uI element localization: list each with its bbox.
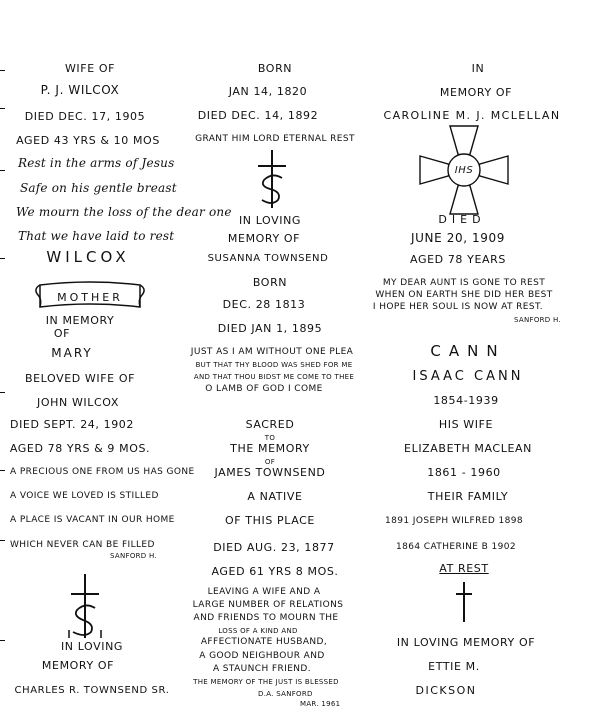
in-loving: IN LOVING bbox=[60, 640, 124, 653]
ihs-cross-icon bbox=[252, 148, 292, 210]
grant-rest: GRANT HIM LORD ETERNAL REST bbox=[195, 134, 355, 144]
died-date: DIED DEC. 17, 1905 bbox=[24, 110, 146, 123]
verse-line: Safe on his gentle breast bbox=[20, 181, 177, 195]
aged-3: AGED 61 YRS 8 MOS. bbox=[211, 565, 339, 578]
epitaph-line: AND FRIENDS TO MOURN THE bbox=[193, 613, 339, 623]
epitaph-line: LARGE NUMBER OF RELATIONS bbox=[192, 600, 344, 610]
poem-line: WHICH NEVER CAN BE FILLED bbox=[10, 540, 155, 550]
tick bbox=[0, 170, 5, 171]
in-loving-memory: IN LOVING MEMORY OF bbox=[396, 636, 536, 649]
dickson: DICKSON bbox=[415, 684, 477, 697]
elizabeth-maclean: ELIZABETH MACLEAN bbox=[404, 442, 532, 455]
died-date-2: DIED JAN 1, 1895 bbox=[217, 322, 323, 335]
signature: D.A. SANFORD bbox=[258, 690, 313, 698]
his-wife: HIS WIFE bbox=[438, 418, 494, 431]
cann: CANN bbox=[430, 342, 506, 360]
the-memory: THE MEMORY bbox=[230, 442, 310, 455]
cross-icon bbox=[454, 580, 474, 624]
wife-of: WIFE OF bbox=[64, 62, 116, 75]
tick bbox=[0, 540, 5, 541]
scroll-text: MOTHER bbox=[57, 291, 123, 304]
died-date: DIED DEC. 14, 1892 bbox=[197, 109, 319, 122]
a-native: A NATIVE bbox=[247, 490, 303, 503]
of-this-place: OF THIS PLACE bbox=[225, 514, 315, 527]
born: BORN bbox=[257, 62, 293, 75]
beloved-wife: BELOVED WIFE OF bbox=[24, 372, 136, 385]
memory-of: MEMORY OF bbox=[227, 232, 301, 245]
in-memory: IN MEMORY bbox=[45, 314, 115, 327]
to: TO bbox=[264, 434, 276, 442]
hymn-line: BUT THAT THY BLOOD WAS SHED FOR ME bbox=[195, 361, 353, 369]
verse-line: Rest in the arms of Jesus bbox=[18, 156, 175, 170]
verse-line: MY DEAR AUNT IS GONE TO REST bbox=[382, 278, 546, 288]
child-catherine: 1864 CATHERINE B 1902 bbox=[396, 542, 516, 552]
susanna-townsend: SUSANNA TOWNSEND bbox=[207, 253, 329, 264]
born-2: BORN bbox=[252, 276, 288, 289]
john-wilcox: JOHN WILCOX bbox=[37, 396, 119, 409]
of: OF bbox=[264, 458, 276, 466]
signature: SANFORD H. bbox=[110, 552, 157, 560]
husband-name: P. J. WILCOX bbox=[40, 83, 120, 97]
mary: MARY bbox=[51, 346, 93, 360]
isaac-cann: ISAAC CANN bbox=[412, 369, 524, 384]
epitaph-line: A STAUNCH FRIEND. bbox=[212, 664, 312, 674]
memory-of: MEMORY OF bbox=[439, 86, 513, 99]
born-date: JAN 14, 1820 bbox=[228, 85, 308, 98]
in: IN bbox=[471, 62, 485, 75]
sacred: SACRED bbox=[245, 418, 295, 431]
died-date-2: DIED SEPT. 24, 1902 bbox=[10, 418, 134, 431]
epitaph-line: AFFECTIONATE HUSBAND, bbox=[200, 637, 328, 647]
elizabeth-years: 1861 - 1960 bbox=[427, 466, 501, 479]
isaac-years: 1854-1939 bbox=[433, 394, 499, 407]
ihs-cross-icon bbox=[55, 572, 115, 642]
their-family: THEIR FAMILY bbox=[427, 490, 509, 503]
poem-line: A VOICE WE LOVED IS STILLED bbox=[10, 491, 159, 501]
james-townsend: JAMES TOWNSEND bbox=[214, 466, 326, 479]
hymn-line: AND THAT THOU BIDST ME COME TO THEE bbox=[193, 373, 355, 381]
hymn-line: JUST AS I AM WITHOUT ONE PLEA bbox=[190, 347, 354, 357]
surname: WILCOX bbox=[46, 248, 130, 266]
verse-line: WHEN ON EARTH SHE DID HER BEST bbox=[375, 290, 553, 300]
died-date: JUNE 20, 1909 bbox=[411, 231, 505, 245]
hymn-line: O LAMB OF GOD I COME bbox=[205, 384, 323, 394]
verse-line: I HOPE HER SOUL IS NOW AT REST. bbox=[372, 302, 544, 312]
charles-townsend: CHARLES R. TOWNSEND SR. bbox=[14, 685, 170, 696]
at-rest: AT REST bbox=[439, 562, 489, 575]
verse-line: We mourn the loss of the dear one bbox=[16, 205, 232, 219]
epitaph-line: A GOOD NEIGHBOUR AND bbox=[199, 651, 325, 661]
aged: AGED 43 YRS & 10 MOS bbox=[16, 134, 160, 147]
caroline-mclellan: CAROLINE M. J. MCLELLAN bbox=[383, 109, 561, 122]
poem-line: A PRECIOUS ONE FROM US HAS GONE bbox=[10, 467, 195, 477]
poem-line: A PLACE IS VACANT IN OUR HOME bbox=[10, 515, 175, 525]
child-joseph: 1891 JOSEPH WILFRED 1898 bbox=[385, 516, 523, 526]
born-date-2: DEC. 28 1813 bbox=[222, 298, 306, 311]
verse-line: That we have laid to rest bbox=[18, 229, 175, 243]
tick bbox=[0, 108, 5, 109]
tick bbox=[0, 470, 5, 471]
signature-date: MAR. 1961 bbox=[300, 700, 341, 708]
memory-of: MEMORY OF bbox=[41, 659, 115, 672]
ettie: ETTIE M. bbox=[428, 660, 480, 673]
tick bbox=[0, 70, 5, 71]
of: OF bbox=[53, 327, 71, 340]
aged-2: AGED 78 YRS & 9 MOS. bbox=[9, 442, 151, 455]
signature: SANFORD H. bbox=[514, 316, 561, 324]
tick bbox=[0, 392, 5, 393]
aged: AGED 78 YEARS bbox=[410, 253, 506, 266]
died-date-3: DIED AUG. 23, 1877 bbox=[213, 541, 335, 554]
epitaph-line: LEAVING A WIFE AND A bbox=[207, 587, 321, 597]
died: DIED bbox=[438, 213, 486, 226]
tick bbox=[0, 640, 5, 641]
epitaph-line: LOSS OF A KIND AND bbox=[218, 627, 298, 635]
tick bbox=[0, 258, 5, 259]
epitaph-line: THE MEMORY OF THE JUST IS BLESSED bbox=[193, 678, 339, 686]
in-loving: IN LOVING bbox=[238, 214, 302, 227]
ihs-monogram: IHS bbox=[454, 165, 474, 176]
